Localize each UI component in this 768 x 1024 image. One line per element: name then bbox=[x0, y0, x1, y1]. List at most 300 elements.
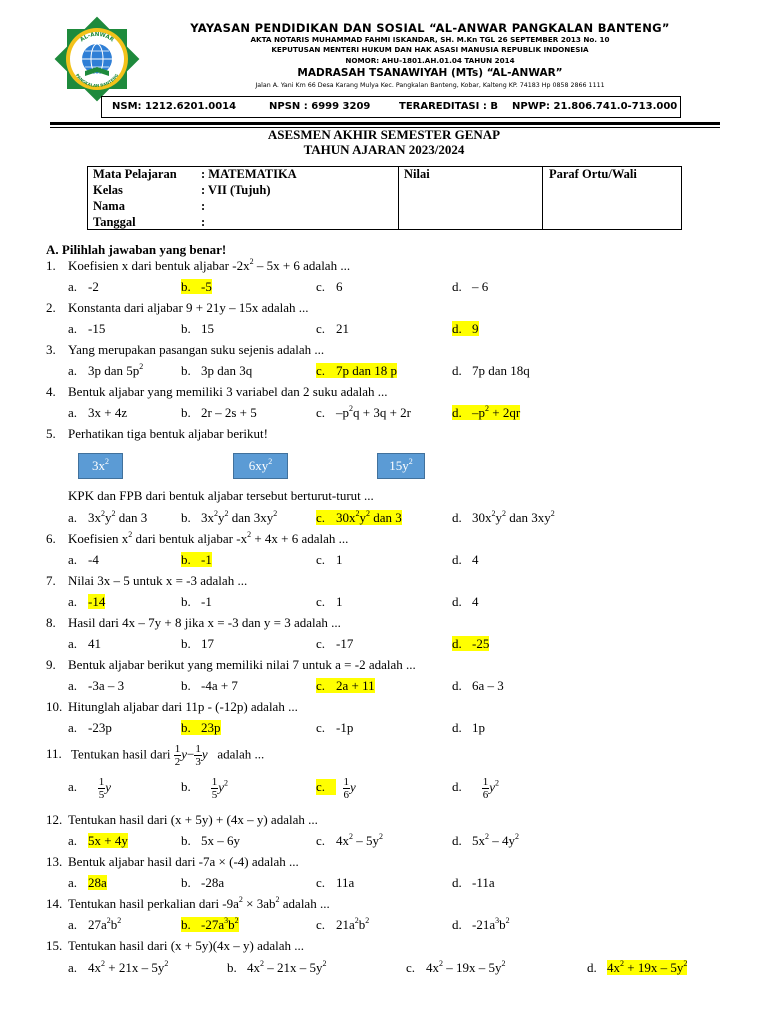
question-4 bbox=[46, 384, 388, 400]
question-5 bbox=[46, 426, 268, 442]
question-text-end: adalah ... bbox=[217, 746, 265, 762]
option-d[interactable] bbox=[452, 510, 555, 526]
option-text: 17 bbox=[201, 636, 214, 651]
option-c[interactable] bbox=[316, 917, 369, 933]
option-b[interactable] bbox=[181, 279, 212, 295]
option-text: 3p dan 5p bbox=[88, 363, 140, 378]
option-b[interactable] bbox=[181, 552, 212, 568]
minus-sign: − bbox=[187, 746, 195, 762]
option-letter: c. bbox=[316, 875, 326, 890]
option-letter: a. bbox=[68, 510, 78, 525]
option-c[interactable] bbox=[316, 510, 402, 526]
option-letter: b. bbox=[181, 552, 191, 567]
option-d[interactable] bbox=[452, 833, 519, 849]
option-c[interactable] bbox=[406, 960, 506, 976]
option-text: –p bbox=[336, 405, 349, 420]
option-a[interactable] bbox=[68, 510, 147, 526]
option-text-answer: 4x bbox=[607, 960, 620, 975]
option-letter: b. bbox=[227, 960, 237, 975]
option-text: -1p bbox=[336, 720, 354, 735]
option-letter: c. bbox=[316, 594, 326, 609]
registry-box bbox=[101, 96, 681, 118]
option-text-answer: -14 bbox=[88, 594, 106, 609]
exponent: 2 bbox=[101, 959, 105, 968]
option-letter: a. bbox=[68, 405, 78, 420]
option-d[interactable] bbox=[452, 363, 530, 379]
option-text: -2 bbox=[88, 279, 99, 294]
option-letter: b. bbox=[181, 678, 191, 693]
option-text-answer: 2a + 11 bbox=[336, 678, 375, 693]
question-6 bbox=[46, 531, 348, 547]
option-text-answer: 28a bbox=[88, 875, 107, 890]
option-letter: a. bbox=[68, 720, 78, 735]
option-letter: b. bbox=[181, 636, 191, 651]
option-letter: c. bbox=[316, 510, 326, 525]
option-b[interactable] bbox=[181, 405, 257, 421]
option-letter: d. bbox=[452, 833, 462, 848]
exponent: 2 bbox=[234, 916, 239, 925]
option-text: y bbox=[495, 510, 502, 525]
option-a[interactable] bbox=[68, 594, 105, 610]
option-d[interactable] bbox=[587, 960, 687, 976]
exponent: 2 bbox=[683, 959, 688, 968]
exponent: 2 bbox=[275, 895, 280, 904]
option-text: b bbox=[499, 917, 506, 932]
option-a[interactable] bbox=[68, 776, 111, 801]
question-text: dari bentuk aljabar -x bbox=[132, 531, 248, 546]
denominator: 5 bbox=[98, 789, 105, 801]
option-letter: a. bbox=[68, 960, 78, 975]
question-text: Hasil dari 4x – 7y + 8 jika x = -3 dan y = 3 adalah ... bbox=[68, 615, 341, 630]
option-text-answer: 7p dan 18 p bbox=[336, 363, 398, 378]
option-letter: b. bbox=[181, 363, 191, 378]
section-heading: A. Pilihlah jawaban yang benar! bbox=[46, 242, 227, 257]
variable: y bbox=[489, 779, 496, 795]
variable: y bbox=[218, 779, 225, 795]
option-a[interactable] bbox=[68, 363, 143, 379]
exponent: 2 bbox=[164, 959, 169, 968]
fraction bbox=[343, 776, 351, 801]
option-text: -11a bbox=[472, 875, 495, 890]
expression-box-1 bbox=[78, 453, 123, 479]
option-b[interactable] bbox=[181, 321, 214, 337]
exam-title: ASESMEN AKHIR SEMESTER GENAP bbox=[267, 127, 501, 142]
option-letter: a. bbox=[68, 678, 78, 693]
option-b[interactable] bbox=[181, 678, 238, 694]
option-text: 4 bbox=[472, 552, 479, 567]
option-c[interactable] bbox=[316, 594, 343, 610]
question-number: 10. bbox=[46, 699, 63, 714]
npwp-number: NPWP: 21.806.741.0-713.000 bbox=[512, 101, 678, 112]
question-8 bbox=[46, 615, 341, 631]
question-13 bbox=[46, 854, 299, 870]
denominator: 6 bbox=[482, 789, 489, 801]
decree-number: NOMOR: AHU-1801.AH.01.04 TAHUN 2014 bbox=[345, 56, 515, 65]
option-letter: a. bbox=[68, 917, 78, 932]
option-d[interactable] bbox=[452, 678, 504, 694]
npsn-number: NPSN : 6999 3209 bbox=[269, 101, 371, 112]
option-text: 4 bbox=[472, 594, 479, 609]
option-c[interactable] bbox=[316, 279, 343, 295]
option-a[interactable] bbox=[68, 720, 112, 736]
option-a[interactable] bbox=[68, 321, 105, 337]
question-number: 13. bbox=[46, 854, 63, 869]
option-text: -4 bbox=[88, 552, 99, 567]
exponent: 2 bbox=[366, 509, 370, 518]
exponent: 2 bbox=[439, 959, 443, 968]
option-letter: b. bbox=[181, 779, 191, 795]
box-text: 6xy bbox=[248, 458, 269, 473]
option-text: 21a bbox=[336, 917, 355, 932]
school-name: MADRASAH TSANAWIYAH (MTs) “AL-ANWAR” bbox=[297, 67, 563, 79]
option-letter: c. bbox=[316, 363, 326, 378]
exponent: 2 bbox=[260, 959, 264, 968]
option-letter: d. bbox=[452, 678, 462, 693]
option-letter: d. bbox=[452, 636, 462, 651]
question-number: 8. bbox=[46, 615, 56, 630]
score-cell[interactable] bbox=[399, 167, 543, 230]
exponent: 2 bbox=[485, 404, 489, 413]
name-field[interactable]: : bbox=[201, 199, 206, 213]
option-text-end: q + 3q + 2r bbox=[353, 405, 411, 420]
numerator: 1 bbox=[98, 776, 105, 788]
option-letter: c. bbox=[316, 279, 326, 294]
option-d[interactable] bbox=[452, 405, 520, 421]
exponent: 2 bbox=[214, 509, 218, 518]
option-d[interactable] bbox=[452, 776, 499, 801]
option-a[interactable] bbox=[68, 960, 168, 976]
question-number: 12. bbox=[46, 812, 63, 827]
option-letter: b. bbox=[181, 510, 191, 525]
question-text: Bentuk aljabar hasil dari -7a × (-4) adalah ... bbox=[68, 854, 299, 869]
option-letter: d. bbox=[452, 779, 462, 795]
option-letter: b. bbox=[181, 321, 191, 336]
option-letter: b. bbox=[181, 875, 191, 890]
question-number: 3. bbox=[46, 342, 56, 357]
question-text: Yang merupakan pasangan suku sejenis adalah ... bbox=[68, 342, 325, 357]
option-letter: a. bbox=[68, 875, 78, 890]
option-c[interactable] bbox=[316, 776, 356, 801]
option-text: -23p bbox=[88, 720, 112, 735]
option-letter: d. bbox=[452, 363, 462, 378]
nsm-number: NSM: 1212.6201.0014 bbox=[112, 101, 237, 112]
option-c[interactable] bbox=[316, 552, 343, 568]
exponent: 2 bbox=[101, 509, 105, 518]
exponent: 2 bbox=[139, 362, 144, 371]
exponent: 2 bbox=[224, 778, 229, 788]
option-b[interactable] bbox=[181, 833, 240, 849]
exponent: 3 bbox=[495, 916, 500, 925]
option-text: b bbox=[228, 917, 235, 932]
option-letter: a. bbox=[68, 321, 78, 336]
option-c[interactable] bbox=[316, 363, 397, 379]
accreditation: TERAREDITASI : B bbox=[399, 101, 498, 112]
option-d[interactable] bbox=[452, 720, 485, 736]
option-text: -3a – 3 bbox=[88, 678, 125, 693]
option-text: 21 bbox=[336, 321, 349, 336]
option-text: + 19x – 5y bbox=[624, 960, 684, 975]
question-text: Tentukan hasil dari (x + 5y)(4x – y) adalah ... bbox=[68, 938, 305, 953]
option-text: y bbox=[218, 510, 225, 525]
option-c[interactable] bbox=[316, 405, 411, 421]
option-letter: b. bbox=[181, 594, 191, 609]
subject-label: Mata Pelajaran bbox=[93, 167, 177, 181]
variable: y bbox=[181, 746, 187, 762]
question-text-end: + 4x + 6 adalah ... bbox=[251, 531, 349, 546]
option-text: -28a bbox=[201, 875, 225, 890]
option-text: -15 bbox=[88, 321, 106, 336]
option-d[interactable] bbox=[452, 552, 479, 568]
option-text-answer: 23p bbox=[201, 720, 221, 735]
option-text: -17 bbox=[336, 636, 354, 651]
exponent: 2 bbox=[268, 457, 273, 466]
exponent: 2 bbox=[379, 832, 383, 841]
option-letter-answer: c. bbox=[316, 779, 336, 795]
option-b[interactable] bbox=[181, 363, 252, 379]
option-text: 1 bbox=[336, 594, 343, 609]
option-letter: c. bbox=[316, 917, 326, 932]
question-number: 7. bbox=[46, 573, 56, 588]
option-letter: d. bbox=[452, 405, 462, 420]
notary-deed: AKTA NOTARIS MUHAMMAD FAHMI ISKANDAR, SH. M.Kn TGL 26 SEPTEMBER 2013 No. 10 bbox=[250, 35, 610, 44]
option-text: – 4y bbox=[489, 833, 515, 848]
identity-cell bbox=[88, 167, 399, 230]
question-text: Bentuk aljabar berikut yang memiliki nilai 7 untuk a = -2 adalah ... bbox=[68, 657, 416, 672]
option-text: 4x bbox=[336, 833, 349, 848]
question-text: Perhatikan tiga bentuk aljabar berikut! bbox=[68, 426, 268, 441]
school-logo bbox=[52, 14, 142, 104]
score-label: Nilai bbox=[404, 167, 430, 181]
option-text: 11a bbox=[336, 875, 355, 890]
fraction bbox=[194, 743, 202, 768]
foundation-name: YAYASAN PENDIDIKAN DAN SOSIAL “AL-ANWAR PANGKALAN BANTENG” bbox=[190, 21, 670, 35]
question-3 bbox=[46, 342, 324, 358]
option-letter: d. bbox=[452, 552, 462, 567]
question-number: 11. bbox=[46, 746, 62, 762]
exponent: 2 bbox=[354, 916, 359, 925]
option-text-answer: -27a bbox=[201, 917, 225, 932]
option-text: + 21x – 5y bbox=[105, 960, 165, 975]
option-letter: a. bbox=[68, 552, 78, 567]
option-c[interactable] bbox=[316, 321, 349, 337]
option-b[interactable] bbox=[181, 594, 212, 610]
exponent: 2 bbox=[408, 457, 413, 466]
exponent: 2 bbox=[224, 509, 229, 518]
option-text: 5x – 6y bbox=[201, 833, 240, 848]
option-letter: d. bbox=[452, 875, 462, 890]
option-letter: d. bbox=[452, 720, 462, 735]
exponent: 3 bbox=[224, 916, 229, 925]
question-text: Tentukan hasil dari bbox=[71, 746, 171, 762]
option-text-answer: 30x bbox=[336, 510, 356, 525]
option-d[interactable] bbox=[452, 917, 510, 933]
option-a[interactable] bbox=[68, 552, 99, 568]
option-text: 30x bbox=[472, 510, 492, 525]
option-b[interactable] bbox=[181, 917, 239, 933]
expression-box-3 bbox=[377, 453, 425, 479]
numerator: 1 bbox=[195, 743, 201, 755]
question-2 bbox=[46, 300, 309, 316]
option-text: 15 bbox=[201, 321, 214, 336]
exponent: 2 bbox=[322, 959, 327, 968]
option-letter: c. bbox=[316, 833, 326, 848]
question-text-end: adalah ... bbox=[279, 896, 330, 911]
subject-value: : MATEMATIKA bbox=[201, 167, 297, 181]
question-text: Nilai 3x – 5 untuk x = -3 adalah ... bbox=[68, 573, 248, 588]
option-a[interactable] bbox=[68, 833, 128, 849]
option-b[interactable] bbox=[181, 776, 228, 801]
option-text: y bbox=[359, 510, 366, 525]
option-letter: c. bbox=[316, 678, 326, 693]
exponent: 2 bbox=[238, 895, 243, 904]
option-text-end: dan 3 bbox=[115, 510, 148, 525]
option-letter: b. bbox=[181, 917, 191, 932]
question-number: 5. bbox=[46, 426, 56, 441]
numerator: 1 bbox=[343, 776, 349, 788]
exponent: 2 bbox=[106, 916, 111, 925]
exponent: 2 bbox=[355, 509, 360, 518]
option-text: 3p dan 3q bbox=[201, 363, 253, 378]
option-letter: d. bbox=[587, 960, 597, 975]
option-a[interactable] bbox=[68, 875, 107, 891]
expression-box-2 bbox=[233, 453, 288, 479]
option-text: -1 bbox=[201, 594, 212, 609]
option-text-answer: -25 bbox=[472, 636, 490, 651]
parent-signature-label: Paraf Ortu/Wali bbox=[549, 167, 637, 181]
question-number: 6. bbox=[46, 531, 56, 546]
option-text: 5x bbox=[472, 833, 485, 848]
option-d[interactable] bbox=[452, 636, 489, 652]
option-a[interactable] bbox=[68, 678, 124, 694]
option-b[interactable] bbox=[181, 720, 221, 736]
numerator: 1 bbox=[211, 776, 218, 788]
numerator: 1 bbox=[482, 776, 489, 788]
option-text: 4x bbox=[88, 960, 101, 975]
option-letter: d. bbox=[452, 917, 462, 932]
question-number: 15. bbox=[46, 938, 63, 953]
question-7 bbox=[46, 573, 247, 589]
question-number: 1. bbox=[46, 258, 56, 273]
option-letter: c. bbox=[316, 552, 326, 567]
numerator: 1 bbox=[174, 743, 181, 755]
option-letter: a. bbox=[68, 779, 78, 795]
option-c[interactable] bbox=[316, 636, 353, 652]
variable: y bbox=[350, 779, 356, 795]
option-letter: c. bbox=[316, 636, 326, 651]
exam-year: TAHUN AJARAN 2023/2024 bbox=[303, 142, 465, 157]
school-address: Jalan A. Yani Km 66 Desa Karang Mulya Kec. Pangkalan Banteng, Kobar, Kalteng KP. 74183 Hp 0858 2866 1111 bbox=[255, 82, 605, 89]
question-10 bbox=[46, 699, 298, 715]
option-letter: d. bbox=[452, 594, 462, 609]
option-letter: b. bbox=[181, 405, 191, 420]
question-text: Koefisien x dari bentuk aljabar -2x bbox=[68, 258, 250, 273]
option-text: 41 bbox=[88, 636, 101, 651]
question-text: Konstanta dari aljabar 9 + 21y – 15x adalah ... bbox=[68, 300, 309, 315]
option-d[interactable] bbox=[452, 279, 488, 295]
box-text: 15y bbox=[389, 458, 409, 473]
question-text: × 3ab bbox=[242, 896, 276, 911]
option-b[interactable] bbox=[181, 510, 277, 526]
class-value: : VII (Tujuh) bbox=[201, 183, 271, 197]
denominator: 5 bbox=[211, 789, 218, 801]
option-a[interactable] bbox=[68, 636, 101, 652]
option-text: 3x + 4z bbox=[88, 405, 128, 420]
exponent: 2 bbox=[505, 916, 510, 925]
date-field[interactable]: : bbox=[201, 215, 206, 229]
denominator: 6 bbox=[343, 789, 349, 801]
option-d[interactable] bbox=[452, 321, 479, 337]
option-text: – 5y bbox=[353, 833, 379, 848]
option-a[interactable] bbox=[68, 405, 127, 421]
option-text: 1p bbox=[472, 720, 485, 735]
question-text: Tentukan hasil perkalian dari -9a bbox=[68, 896, 239, 911]
question-11 bbox=[46, 743, 264, 768]
question-5-follow-up: KPK dan FPB dari bentuk aljabar tersebut berturut-turut ... bbox=[68, 488, 374, 503]
option-letter: d. bbox=[452, 510, 462, 525]
option-text-end: + 2qr bbox=[489, 405, 521, 420]
question-number: 9. bbox=[46, 657, 56, 672]
option-text: 7p dan 18q bbox=[472, 363, 530, 378]
exponent: 2 bbox=[485, 832, 489, 841]
class-label: Kelas bbox=[93, 183, 123, 197]
option-a[interactable] bbox=[68, 279, 99, 295]
denominator: 3 bbox=[195, 756, 201, 768]
option-text: dan 3xy bbox=[228, 510, 274, 525]
exponent: 2 bbox=[249, 257, 254, 266]
option-b[interactable] bbox=[181, 875, 224, 891]
option-text-answer: 5x + 4y bbox=[88, 833, 128, 848]
option-letter: c. bbox=[316, 321, 326, 336]
option-text: – 21x – 5y bbox=[264, 960, 323, 975]
option-d[interactable] bbox=[452, 594, 479, 610]
exponent: 2 bbox=[365, 916, 370, 925]
option-text: 4x bbox=[426, 960, 439, 975]
student-info-table bbox=[87, 166, 682, 230]
question-12 bbox=[46, 812, 318, 828]
option-text: 27a bbox=[88, 917, 107, 932]
option-d[interactable] bbox=[452, 875, 495, 891]
option-c[interactable] bbox=[316, 678, 375, 694]
option-c[interactable] bbox=[316, 875, 354, 891]
option-c[interactable] bbox=[316, 720, 353, 736]
option-letter: a. bbox=[68, 363, 78, 378]
option-text: 2r – 2s + 5 bbox=[201, 405, 257, 420]
option-letter: c. bbox=[406, 960, 416, 975]
option-letter: c. bbox=[316, 405, 326, 420]
exponent: 2 bbox=[501, 959, 506, 968]
option-a[interactable] bbox=[68, 917, 121, 933]
variable: y bbox=[105, 779, 112, 795]
option-text: dan 3xy bbox=[506, 510, 551, 525]
option-text: -4a + 7 bbox=[201, 678, 238, 693]
parent-signature-cell[interactable] bbox=[543, 167, 682, 230]
option-b[interactable] bbox=[227, 960, 327, 976]
exponent: 2 bbox=[349, 832, 353, 841]
option-text: – 6 bbox=[472, 279, 489, 294]
question-text-end: – 5x + 6 adalah ... bbox=[253, 258, 351, 273]
option-text: y bbox=[105, 510, 112, 525]
option-letter: c. bbox=[316, 720, 326, 735]
option-text: 4x bbox=[247, 960, 260, 975]
option-letter: a. bbox=[68, 279, 78, 294]
logo-text-bottom: PANGKALAN BANTENG bbox=[74, 72, 120, 89]
option-c[interactable] bbox=[316, 833, 383, 849]
exponent: 2 bbox=[273, 509, 278, 518]
option-b[interactable] bbox=[181, 636, 214, 652]
question-text: Hitunglah aljabar dari 11p - (-12p) adalah ... bbox=[68, 699, 298, 714]
name-label: Nama bbox=[93, 199, 125, 213]
box-text: 3x bbox=[92, 458, 105, 473]
